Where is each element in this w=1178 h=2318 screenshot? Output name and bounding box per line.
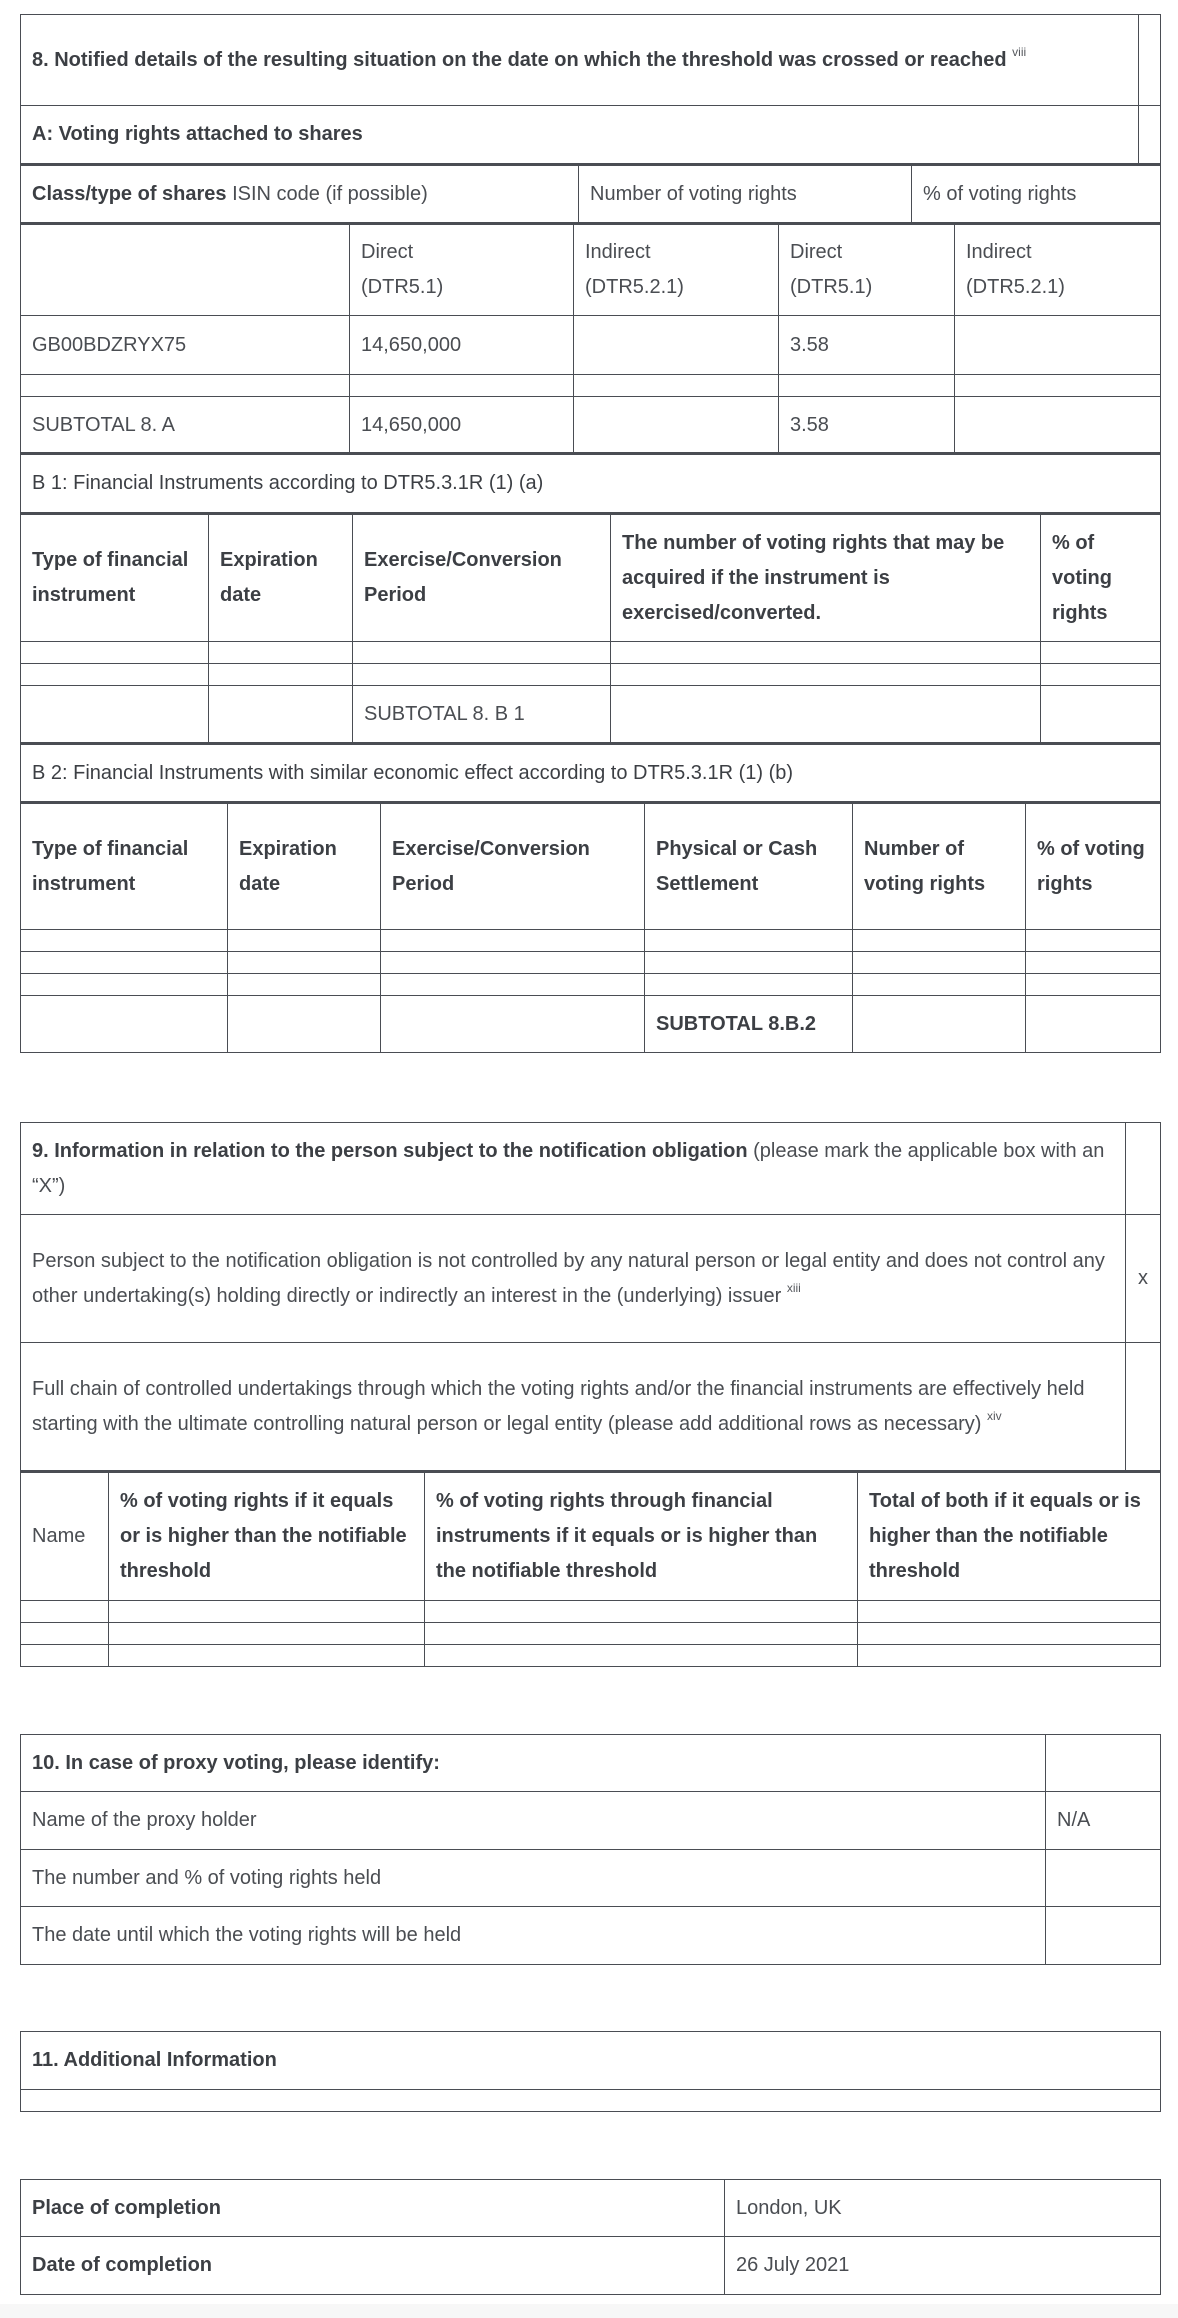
section8-heading-table bbox=[20, 14, 1161, 164]
proxy-holder-label: Name of the proxy holder bbox=[21, 1792, 1046, 1850]
additional-information-content bbox=[21, 2090, 1161, 2112]
indirect-label: Indirect bbox=[585, 241, 651, 263]
num-indirect-cell bbox=[574, 375, 779, 397]
cell bbox=[853, 974, 1026, 996]
chain-header-pct-voting: % of voting rights if it equals or is higher than the notifiable threshold bbox=[109, 1472, 425, 1601]
b1-subtotal-label: SUBTOTAL 8. B 1 bbox=[353, 686, 611, 744]
pct-indirect-cell bbox=[955, 316, 1161, 375]
held-until-date-label: The date until which the voting rights will be held bbox=[21, 1907, 1046, 1965]
section8-b2-table bbox=[20, 742, 1161, 1053]
indirect-label: Indirect bbox=[966, 241, 1032, 263]
section8-title-side-cell bbox=[1139, 15, 1161, 106]
cell bbox=[21, 1645, 109, 1667]
cell bbox=[21, 952, 228, 974]
cell bbox=[611, 642, 1041, 664]
pct-direct-cell bbox=[779, 375, 955, 397]
cell bbox=[425, 1623, 858, 1645]
section8-title-text: 8. Notified details of the resulting situation on the date on which the threshold was crossed or reached bbox=[32, 48, 1007, 71]
footnote-ref: xiv bbox=[986, 1408, 1002, 1423]
voting-rights-held-label: The number and % of voting rights held bbox=[21, 1850, 1046, 1907]
cell bbox=[109, 1645, 425, 1667]
option-full-chain-checkbox[interactable] bbox=[1126, 1343, 1161, 1471]
cell bbox=[858, 1623, 1161, 1645]
footnote-ref: xiii bbox=[786, 1280, 801, 1295]
table-row bbox=[21, 316, 1161, 375]
table-row bbox=[21, 375, 1161, 397]
cell bbox=[21, 642, 209, 664]
section10-side-cell bbox=[1046, 1735, 1161, 1792]
section11-title: 11. Additional Information bbox=[21, 2032, 1161, 2090]
subtotal-row bbox=[21, 397, 1161, 454]
pct-direct-cell: 3.58 bbox=[779, 316, 955, 375]
cell bbox=[353, 642, 611, 664]
b1-header-pct-voting-rights: % of voting rights bbox=[1041, 514, 1161, 642]
cell bbox=[1026, 974, 1161, 996]
footnote-ref: viii bbox=[1012, 44, 1027, 59]
voting-rights-held-value bbox=[1046, 1850, 1161, 1907]
table-row bbox=[21, 642, 1161, 664]
section8a-data-table bbox=[20, 222, 1161, 454]
indirect-pct-header bbox=[955, 224, 1161, 316]
place-of-completion-label: Place of completion bbox=[21, 2180, 725, 2237]
num-indirect-cell bbox=[574, 316, 779, 375]
b1-header-type: Type of financial instrument bbox=[21, 514, 209, 642]
b2-header-expiration: Expiration date bbox=[228, 803, 381, 930]
subtotal-row bbox=[21, 996, 1161, 1053]
table-row bbox=[21, 1601, 1161, 1623]
b2-header-exercise-period: Exercise/Conversion Period bbox=[381, 803, 645, 930]
isin-cell bbox=[21, 375, 350, 397]
cell bbox=[853, 952, 1026, 974]
table-row bbox=[21, 664, 1161, 686]
b2-subtotal-label: SUBTOTAL 8.B.2 bbox=[645, 996, 853, 1053]
table-row bbox=[21, 930, 1161, 952]
pct-indirect-cell bbox=[955, 375, 1161, 397]
cell bbox=[381, 974, 645, 996]
table-row bbox=[21, 1850, 1161, 1907]
cell bbox=[1041, 642, 1161, 664]
table-row bbox=[21, 974, 1161, 996]
isin-label: ISIN code (if possible) bbox=[226, 183, 428, 205]
cell bbox=[228, 952, 381, 974]
direct-pct-header bbox=[779, 224, 955, 316]
b2-title: B 2: Financial Instruments with similar economic effect according to DTR5.3.1R (1) (b) bbox=[21, 744, 1161, 803]
cell bbox=[425, 1601, 858, 1623]
option-full-chain-text: Full chain of controlled undertakings through which the voting rights and/or the financial instruments are effectively held starting with the ultimate controlling natural person or legal entity (please add additional rows as necessary) bbox=[32, 1377, 1085, 1435]
cell bbox=[21, 664, 209, 686]
cell bbox=[21, 996, 228, 1053]
section8a-side-cell bbox=[1139, 106, 1161, 164]
empty-header-cell bbox=[21, 224, 350, 316]
subtotal-pct-indirect bbox=[955, 397, 1161, 454]
pct-voting-rights-header: % of voting rights bbox=[912, 165, 1161, 224]
cell bbox=[381, 996, 645, 1053]
cell bbox=[21, 1623, 109, 1645]
section11-table bbox=[20, 2031, 1161, 2112]
subtotal-pct-direct: 3.58 bbox=[779, 397, 955, 454]
completion-table bbox=[20, 2179, 1161, 2295]
option-not-controlled-checkbox[interactable]: x bbox=[1126, 1215, 1161, 1343]
dtr-ref: (DTR5.2.1) bbox=[585, 276, 684, 298]
section9-side-cell bbox=[1126, 1123, 1161, 1215]
isin-cell: GB00BDZRYX75 bbox=[21, 316, 350, 375]
table-row bbox=[21, 952, 1161, 974]
option-not-controlled bbox=[21, 1215, 1126, 1343]
place-of-completion-value: London, UK bbox=[725, 2180, 1161, 2237]
table-row bbox=[21, 1645, 1161, 1667]
section8a-title: A: Voting rights attached to shares bbox=[21, 106, 1139, 164]
option-not-controlled-text: Person subject to the notification obligation is not controlled by any natural person or legal entity and does not control any other undertaking(s) holding directly or indirectly an interest in the (underlying) issuer bbox=[32, 1249, 1105, 1307]
cell bbox=[1026, 996, 1161, 1053]
b1-header-num-voting-rights: The number of voting rights that may be acquired if the instrument is exercised/converted. bbox=[611, 514, 1041, 642]
cell bbox=[381, 930, 645, 952]
cell bbox=[853, 930, 1026, 952]
cell bbox=[858, 1645, 1161, 1667]
section8-title bbox=[21, 15, 1139, 106]
cell bbox=[228, 930, 381, 952]
direct-number-header bbox=[350, 224, 574, 316]
proxy-holder-value: N/A bbox=[1046, 1792, 1161, 1850]
option-full-chain bbox=[21, 1343, 1126, 1471]
cell bbox=[381, 952, 645, 974]
num-voting-rights-header: Number of voting rights bbox=[579, 165, 912, 224]
cell bbox=[21, 974, 228, 996]
section9-title bbox=[21, 1123, 1126, 1215]
subtotal-label: SUBTOTAL 8. A bbox=[21, 397, 350, 454]
dtr-ref: (DTR5.1) bbox=[790, 276, 873, 298]
indirect-number-header bbox=[574, 224, 779, 316]
b2-header-settlement: Physical or Cash Settlement bbox=[645, 803, 853, 930]
held-until-date-value bbox=[1046, 1907, 1161, 1965]
cell bbox=[611, 664, 1041, 686]
b2-header-pct-voting-rights: % of voting rights bbox=[1026, 803, 1161, 930]
section8-b1-table bbox=[20, 452, 1161, 744]
class-type-header bbox=[21, 165, 579, 224]
dtr-ref: (DTR5.1) bbox=[361, 276, 444, 298]
page-bottom-edge bbox=[0, 2304, 1178, 2318]
cell bbox=[21, 686, 209, 744]
b1-title: B 1: Financial Instruments according to DTR5.3.1R (1) (a) bbox=[21, 454, 1161, 514]
cell bbox=[1026, 952, 1161, 974]
chain-header-pct-instruments: % of voting rights through financial instruments if it equals or is higher than the notifiable threshold bbox=[425, 1472, 858, 1601]
section9-title-instruction: (please mark the applicable box with an “X”) bbox=[32, 1139, 1105, 1197]
cell bbox=[21, 930, 228, 952]
direct-label: Direct bbox=[790, 241, 843, 263]
cell bbox=[21, 1601, 109, 1623]
cell bbox=[858, 1601, 1161, 1623]
section9-chain-table bbox=[20, 1470, 1161, 1667]
chain-header-total: Total of both if it equals or is higher than the notifiable threshold bbox=[858, 1472, 1161, 1601]
cell bbox=[645, 952, 853, 974]
b2-header-type: Type of financial instrument bbox=[21, 803, 228, 930]
table-row bbox=[21, 1792, 1161, 1850]
num-direct-cell: 14,650,000 bbox=[350, 316, 574, 375]
subtotal-num-direct: 14,650,000 bbox=[350, 397, 574, 454]
date-of-completion-value: 26 July 2021 bbox=[725, 2237, 1161, 2295]
cell bbox=[645, 930, 853, 952]
subtotal-num-indirect bbox=[574, 397, 779, 454]
table-row bbox=[21, 1623, 1161, 1645]
b2-header-num-voting-rights: Number of voting rights bbox=[853, 803, 1026, 930]
dtr-ref: (DTR5.2.1) bbox=[966, 276, 1065, 298]
chain-header-name: Name bbox=[21, 1472, 109, 1601]
section9-table bbox=[20, 1122, 1161, 1471]
cell bbox=[228, 974, 381, 996]
cell bbox=[209, 686, 353, 744]
cell bbox=[1026, 930, 1161, 952]
num-direct-cell bbox=[350, 375, 574, 397]
class-type-label: Class/type of shares bbox=[32, 183, 227, 205]
section10-title: 10. In case of proxy voting, please identify: bbox=[21, 1735, 1046, 1792]
b1-header-expiration: Expiration date bbox=[209, 514, 353, 642]
direct-label: Direct bbox=[361, 241, 414, 263]
section8a-header-table bbox=[20, 163, 1161, 224]
cell bbox=[1041, 664, 1161, 686]
cell bbox=[209, 664, 353, 686]
cell bbox=[853, 996, 1026, 1053]
date-of-completion-label: Date of completion bbox=[21, 2237, 725, 2295]
cell bbox=[109, 1623, 425, 1645]
cell bbox=[353, 664, 611, 686]
section9-title-bold: 9. Information in relation to the person subject to the notification obligation bbox=[32, 1139, 748, 1162]
table-row bbox=[21, 1907, 1161, 1965]
cell bbox=[228, 996, 381, 1053]
b1-header-exercise-period: Exercise/Conversion Period bbox=[353, 514, 611, 642]
cell bbox=[209, 642, 353, 664]
cell bbox=[425, 1645, 858, 1667]
cell bbox=[109, 1601, 425, 1623]
cell bbox=[645, 974, 853, 996]
cell bbox=[1041, 686, 1161, 744]
section10-table bbox=[20, 1734, 1161, 1965]
cell bbox=[611, 686, 1041, 744]
subtotal-row bbox=[21, 686, 1161, 744]
